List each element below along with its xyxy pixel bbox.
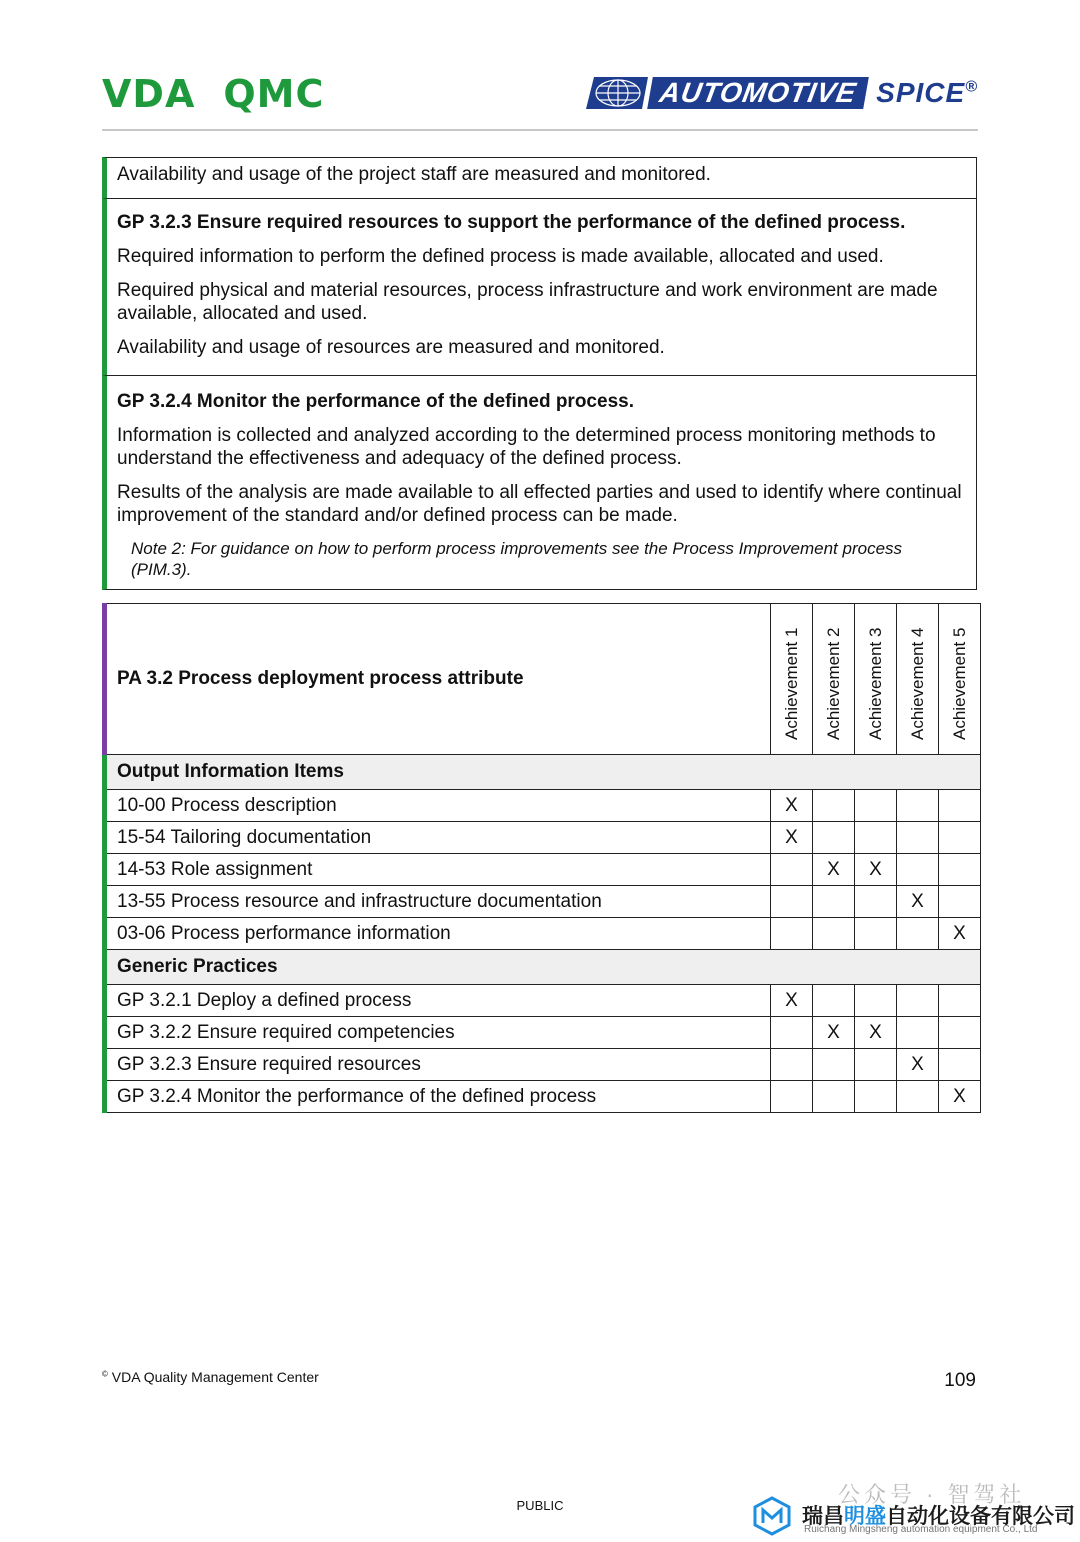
achievement-cell: [939, 886, 981, 918]
achievement-cell: [939, 822, 981, 854]
achievement-cell: X: [897, 886, 939, 918]
table-row: [105, 985, 981, 1017]
achievement-cell: X: [939, 1081, 981, 1113]
spice-logo-word: SPICE®: [876, 77, 978, 108]
qmc-logo-text: QMC: [223, 72, 325, 116]
row-label: 13-55 Process resource and infrastructure documentation: [105, 886, 771, 918]
table-row: [105, 886, 981, 918]
spice-logo-band: AUTOMOTIVE: [647, 77, 869, 109]
gp-3-2-3-paragraph: Availability and usage of resources are measured and monitored.: [117, 337, 665, 358]
staff-monitoring-box: [102, 157, 977, 199]
row-label: GP 3.2.4 Monitor the performance of the defined process: [105, 1081, 771, 1113]
achievement-cell: [897, 822, 939, 854]
achievement-cell: X: [897, 1049, 939, 1081]
company-name: 瑞昌明盛自动化设备有限公司: [802, 1505, 1075, 1528]
pa-3-2-table: [102, 603, 981, 1113]
gp-3-2-4-note: Note 2: For guidance on how to perform process improvements see the Process Improvement process (PIM.3).: [131, 539, 903, 579]
staff-monitoring-text: Availability and usage of the project staff are measured and monitored.: [117, 164, 711, 185]
column-header-achievement-5: Achievement 5: [939, 604, 981, 755]
row-label: 15-54 Tailoring documentation: [105, 822, 771, 854]
company-logo-icon: [752, 1496, 792, 1536]
achievement-cell: X: [855, 1017, 897, 1049]
achievement-cell: [771, 886, 813, 918]
achievement-cell: [813, 1049, 855, 1081]
table-row: [105, 918, 981, 950]
classification-label: PUBLIC: [516, 1498, 564, 1513]
achievement-cell: X: [939, 918, 981, 950]
watermark-faded-text: 公众号 · 智驾社: [838, 1482, 1026, 1507]
gp-3-2-3-box: [102, 198, 977, 376]
company-name-en: Ruichang Mingsheng automation equipment Co., Ltd: [804, 1524, 1038, 1535]
table-row: [105, 1017, 981, 1049]
automotive-spice-logo: [586, 76, 978, 110]
table-row: [105, 1049, 981, 1081]
header-divider: [102, 129, 978, 131]
section-heading: Generic Practices: [105, 950, 981, 985]
achievement-cell: [855, 1049, 897, 1081]
achievement-cell: X: [771, 822, 813, 854]
achievement-cell: [813, 790, 855, 822]
row-label: 10-00 Process description: [105, 790, 771, 822]
pa-table-title: PA 3.2 Process deployment process attribute: [105, 604, 771, 755]
column-header-achievement-4: Achievement 4: [897, 604, 939, 755]
gp-3-2-4-title: GP 3.2.4 Monitor the performance of the defined process.: [117, 391, 634, 412]
achievement-cell: [855, 886, 897, 918]
achievement-cell: [939, 854, 981, 886]
copyright-footer: © VDA Quality Management Center: [102, 1369, 319, 1385]
gp-3-2-4-paragraph: Information is collected and analyzed according to the determined process monitoring methods to understand the effectiveness and adequacy of the defined process.: [117, 425, 936, 469]
achievement-cell: [897, 854, 939, 886]
gp-3-2-3-paragraph: Required physical and material resources, process infrastructure and work environment are made available, allocated and used.: [117, 280, 938, 324]
gp-3-2-4-box: [102, 375, 977, 590]
section-row: [105, 755, 981, 790]
column-header-achievement-2: Achievement 2: [813, 604, 855, 755]
page-header: [102, 70, 978, 130]
achievement-cell: [813, 1081, 855, 1113]
achievement-cell: [771, 1049, 813, 1081]
table-row: [105, 822, 981, 854]
achievement-cell: X: [771, 985, 813, 1017]
gp-3-2-3-title: GP 3.2.3 Ensure required resources to support the performance of the defined process.: [117, 212, 906, 233]
column-header-achievement-1: Achievement 1: [771, 604, 813, 755]
vda-logo-text: VDA: [102, 72, 196, 116]
achievement-cell: [939, 790, 981, 822]
watermark: [752, 1478, 1078, 1538]
achievement-cell: [813, 822, 855, 854]
row-label: GP 3.2.2 Ensure required competencies: [105, 1017, 771, 1049]
achievement-cell: X: [813, 1017, 855, 1049]
gp-3-2-3-paragraph: Required information to perform the defined process is made available, allocated and used.: [117, 246, 884, 267]
achievement-cell: [897, 790, 939, 822]
achievement-cell: X: [855, 854, 897, 886]
achievement-cell: [939, 985, 981, 1017]
section-heading: Output Information Items: [105, 755, 981, 790]
achievement-cell: X: [771, 790, 813, 822]
achievement-cell: X: [813, 854, 855, 886]
section-row: [105, 950, 981, 985]
achievement-cell: [897, 985, 939, 1017]
achievement-cell: [897, 1017, 939, 1049]
achievement-cell: [771, 854, 813, 886]
achievement-cell: [771, 1017, 813, 1049]
achievement-cell: [855, 790, 897, 822]
achievement-cell: [771, 1081, 813, 1113]
achievement-cell: [855, 1081, 897, 1113]
achievement-cell: [939, 1049, 981, 1081]
achievement-cell: [813, 918, 855, 950]
vda-qmc-logo: [102, 70, 324, 118]
achievement-cell: [813, 886, 855, 918]
achievement-cell: [897, 1081, 939, 1113]
row-label: GP 3.2.1 Deploy a defined process: [105, 985, 771, 1017]
row-label: 03-06 Process performance information: [105, 918, 771, 950]
table-row: [105, 1081, 981, 1113]
table-row: [105, 854, 981, 886]
achievement-cell: [771, 918, 813, 950]
column-header-achievement-3: Achievement 3: [855, 604, 897, 755]
achievement-cell: [939, 1017, 981, 1049]
achievement-cell: [855, 822, 897, 854]
gp-3-2-4-paragraph: Results of the analysis are made available to all effected parties and used to identify where continual improvement of the standard and/or defined process can be made.: [117, 482, 962, 526]
page-number: 109: [944, 1370, 976, 1391]
table-row: [105, 790, 981, 822]
table-header-row: [105, 604, 981, 755]
row-label: 14-53 Role assignment: [105, 854, 771, 886]
achievement-cell: [855, 918, 897, 950]
achievement-cell: [897, 918, 939, 950]
achievement-cell: [855, 985, 897, 1017]
globe-icon: [586, 77, 648, 109]
row-label: GP 3.2.3 Ensure required resources: [105, 1049, 771, 1081]
achievement-cell: [813, 985, 855, 1017]
